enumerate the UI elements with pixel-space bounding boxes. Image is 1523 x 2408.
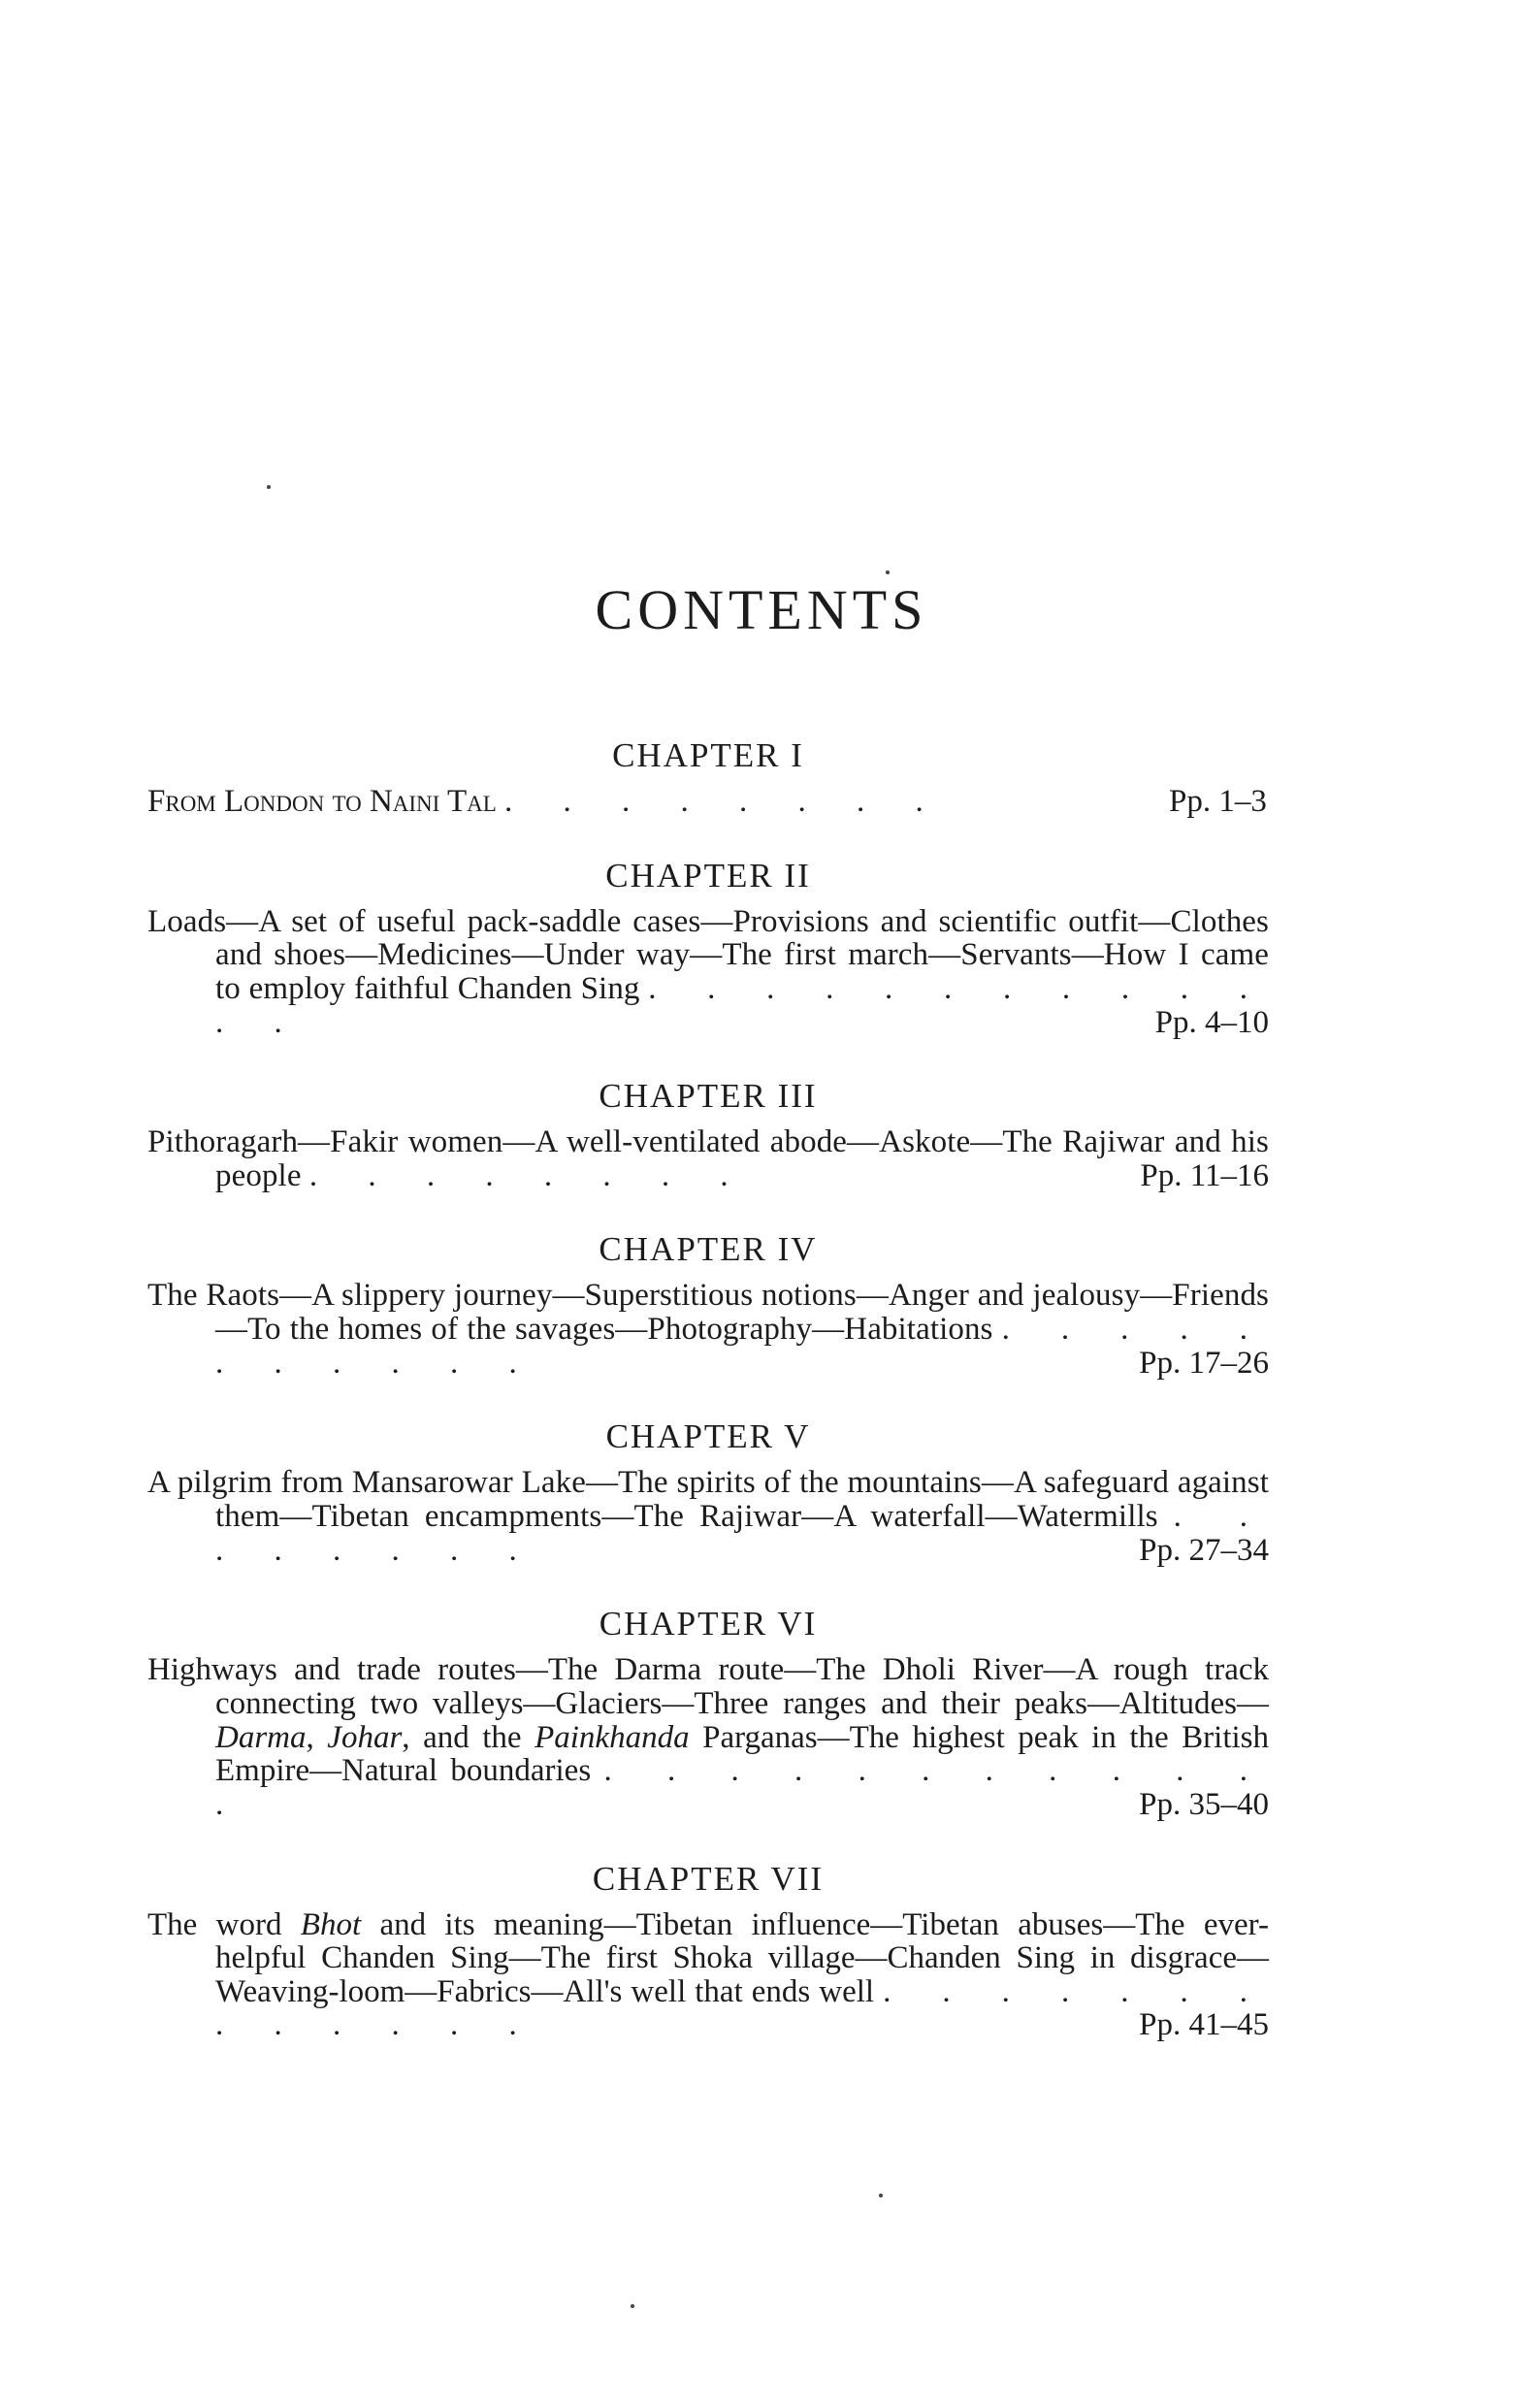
summary-text: Highways and trade routes—The Darma route—The Dholi River—A rough track connecting two valleys—Glaciers—Three ranges and their peaks—Altitudes— bbox=[147, 1652, 1269, 1721]
chapter-entry-5 bbox=[147, 1416, 1269, 1567]
contents-list bbox=[147, 735, 1269, 2079]
page-title: CONTENTS bbox=[595, 578, 928, 641]
chapter-summary bbox=[147, 905, 1269, 1040]
summary-text: Loads—A set of useful pack-saddle cases—Provisions and scientific outfit—Clothes and shoes—Medicines—Under way—The first march—Servants—How I came to employ faithful Chanden Sing bbox=[147, 903, 1269, 1006]
chapter-entry-4 bbox=[147, 1229, 1269, 1380]
chapter-summary bbox=[147, 1653, 1269, 1821]
chapter-summary bbox=[147, 785, 1269, 819]
dot-leader: . . . . . . . . . . . . . bbox=[215, 1973, 1270, 2043]
chapter-summary bbox=[147, 1908, 1269, 2043]
summary-italic: Painkhanda bbox=[535, 1719, 690, 1755]
chapter-entry-2 bbox=[147, 856, 1269, 1040]
summary-text: The word bbox=[147, 1906, 301, 1942]
page-range: Pp. 17–26 bbox=[1139, 1345, 1269, 1381]
chapter-entry-1 bbox=[147, 735, 1269, 819]
chapter-entry-3 bbox=[147, 1076, 1269, 1192]
summary-italic: Darma bbox=[215, 1719, 307, 1755]
scan-speck bbox=[886, 570, 890, 574]
summary-text: and its meaning—Tibetan influence—Tibetan abuses—The ever-helpful Chanden Sing—The first Shoka village—Chanden Sing in disgrace—Weaving-loom—Fabrics—All's well that ends well bbox=[215, 1906, 1269, 2009]
page-range: Pp. 11–16 bbox=[1140, 1157, 1269, 1193]
summary-text: A pilgrim from Mansarowar Lake—The spirits of the mountains—A safeguard against them—Tibetan encampments—The Rajiwar—A waterfall—Watermills bbox=[147, 1465, 1269, 1535]
page-range: Pp. 41–45 bbox=[1139, 2007, 1269, 2043]
chapter-heading: CHAPTER III bbox=[599, 1077, 818, 1116]
chapter-heading: CHAPTER VII bbox=[592, 1859, 825, 1898]
summary-text: From London to Naini Tal bbox=[147, 784, 497, 819]
dot-leader: . . . . . . . . bbox=[215, 1499, 1269, 1568]
page-range: Pp. 4–10 bbox=[1154, 1004, 1269, 1040]
summary-text: , and the bbox=[402, 1719, 535, 1755]
chapter-entry-7 bbox=[147, 1859, 1269, 2043]
chapter-heading: CHAPTER V bbox=[605, 1417, 811, 1456]
dot-leader: . . . . . . . . bbox=[308, 1157, 750, 1193]
scan-speck bbox=[879, 2194, 883, 2197]
chapter-summary bbox=[147, 1279, 1269, 1380]
dot-leader: . . . . . . . . . . . . . bbox=[215, 970, 1270, 1040]
chapter-heading: CHAPTER VI bbox=[599, 1605, 818, 1643]
chapter-entry-6 bbox=[147, 1604, 1269, 1821]
scan-speck bbox=[631, 2304, 634, 2308]
summary-italic: Bhot bbox=[300, 1906, 362, 1942]
dot-leader: . . . . . . . . . . . bbox=[215, 1312, 1270, 1381]
summary-text: Parganas—The highest peak in the British Empire—Natural boundaries bbox=[215, 1719, 1270, 1789]
page-range: Pp. 27–34 bbox=[1139, 1532, 1269, 1568]
chapter-heading: CHAPTER I bbox=[612, 736, 804, 774]
chapter-summary bbox=[147, 1125, 1269, 1192]
chapter-summary bbox=[147, 1466, 1269, 1567]
dot-leader: . . . . . . . . bbox=[504, 784, 945, 819]
summary-text: Pithoragarh—Fakir women—A well-ventilated abode—Askote—The Rajiwar and his people bbox=[147, 1124, 1269, 1193]
scan-speck bbox=[267, 485, 271, 489]
page-range: Pp. 1–3 bbox=[1169, 784, 1267, 819]
summary-italic: Johar bbox=[327, 1719, 403, 1755]
page-range: Pp. 35–40 bbox=[1139, 1786, 1269, 1822]
summary-text: , bbox=[306, 1719, 328, 1755]
summary-text: The Raots—A slippery journey—Superstitious notions—Anger and jealousy—Friends—To the homes of the savages—Photography—Habitations bbox=[147, 1278, 1269, 1348]
chapter-heading: CHAPTER IV bbox=[599, 1230, 818, 1269]
dot-leader: . . . . . . . . . . . . bbox=[215, 1753, 1270, 1822]
chapter-heading: CHAPTER II bbox=[605, 856, 811, 895]
